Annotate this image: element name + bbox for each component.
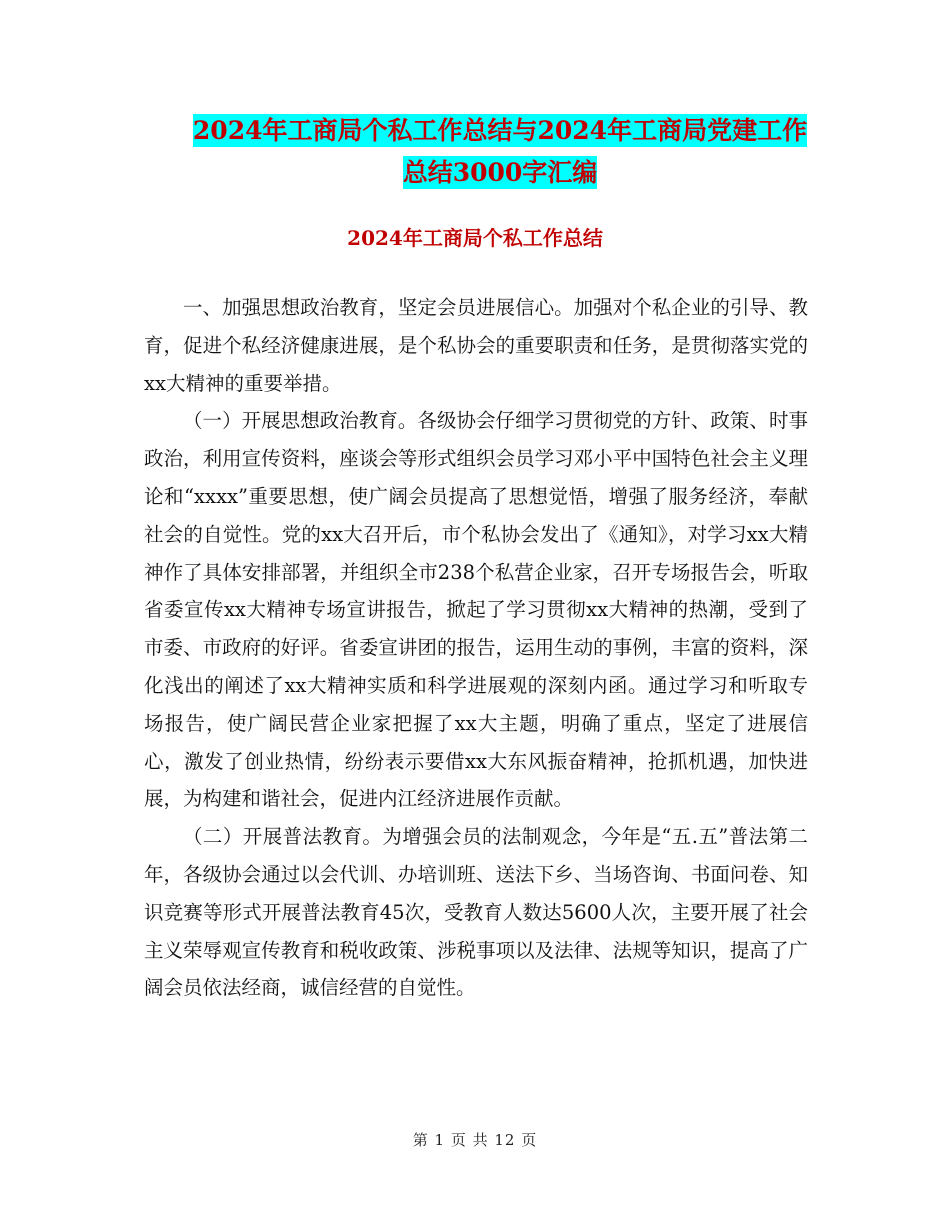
document-title-line-2: 总结3000字汇编 bbox=[402, 158, 598, 187]
section-title: 2024年工商局个私工作总结 bbox=[347, 226, 603, 250]
paragraph-3: （二）开展普法教育。为增强会员的法制观念，今年是“五.五”普法第二年，各级协会通过以会代训、办培训班、送法下乡、当场咨询、书面问卷、知识竞赛等形式开展普法教育45次，受教育人数达5600人次，主要开展了社会主义荣辱观宣传教育和税收政策、涉税事项以及法律、法规等知识，提高了广阔会员依法经商，诚信经营的自觉性。 bbox=[144, 825, 808, 1000]
document-title-line-1: 2024年工商局个私工作总结与2024年工商局党建工作 bbox=[192, 116, 808, 145]
paragraph-1: 一、加强思想政治教育，坚定会员进展信心。加强对个私企业的引导、教育，促进个私经济健康进展，是个私协会的重要职责和任务，是贯彻落实党的xx大精神的重要举措。 bbox=[144, 296, 808, 395]
document-body bbox=[144, 289, 808, 1007]
page-number-footer: 第 1 页 共 12 页 bbox=[412, 1131, 538, 1149]
document-title bbox=[140, 110, 860, 194]
paragraph-2: （一）开展思想政治教育。各级协会仔细学习贯彻党的方针、政策、时事政治，利用宣传资料，座谈会等形式组织会员学习邓小平中国特色社会主义理论和“xxxx”重要思想，使广阔会员提高了思想觉悟，增强了服务经济，奉献社会的自觉性。党的xx大召开后，市个私协会发出了《通知》，对学习xx大精神作了具体安排部署，并组织全市238个私营企业家，召开专场报告会，听取省委宣传xx大精神专场宣讲报告，掀起了学习贯彻xx大精神的热潮，受到了市委、市政府的好评。省委宣讲团的报告，运用生动的事例，丰富的资料，深化浅出的阐述了xx大精神实质和科学进展观的深刻内函。通过学习和听取专场报告，使广阔民营企业家把握了xx大主题，明确了重点，坚定了进展信心，激发了创业热情，纷纷表示要借xx大东风振奋精神，抢抓机遇，加快进展，为构建和谐社会，促进内江经济进展作贡献。 bbox=[144, 409, 808, 811]
